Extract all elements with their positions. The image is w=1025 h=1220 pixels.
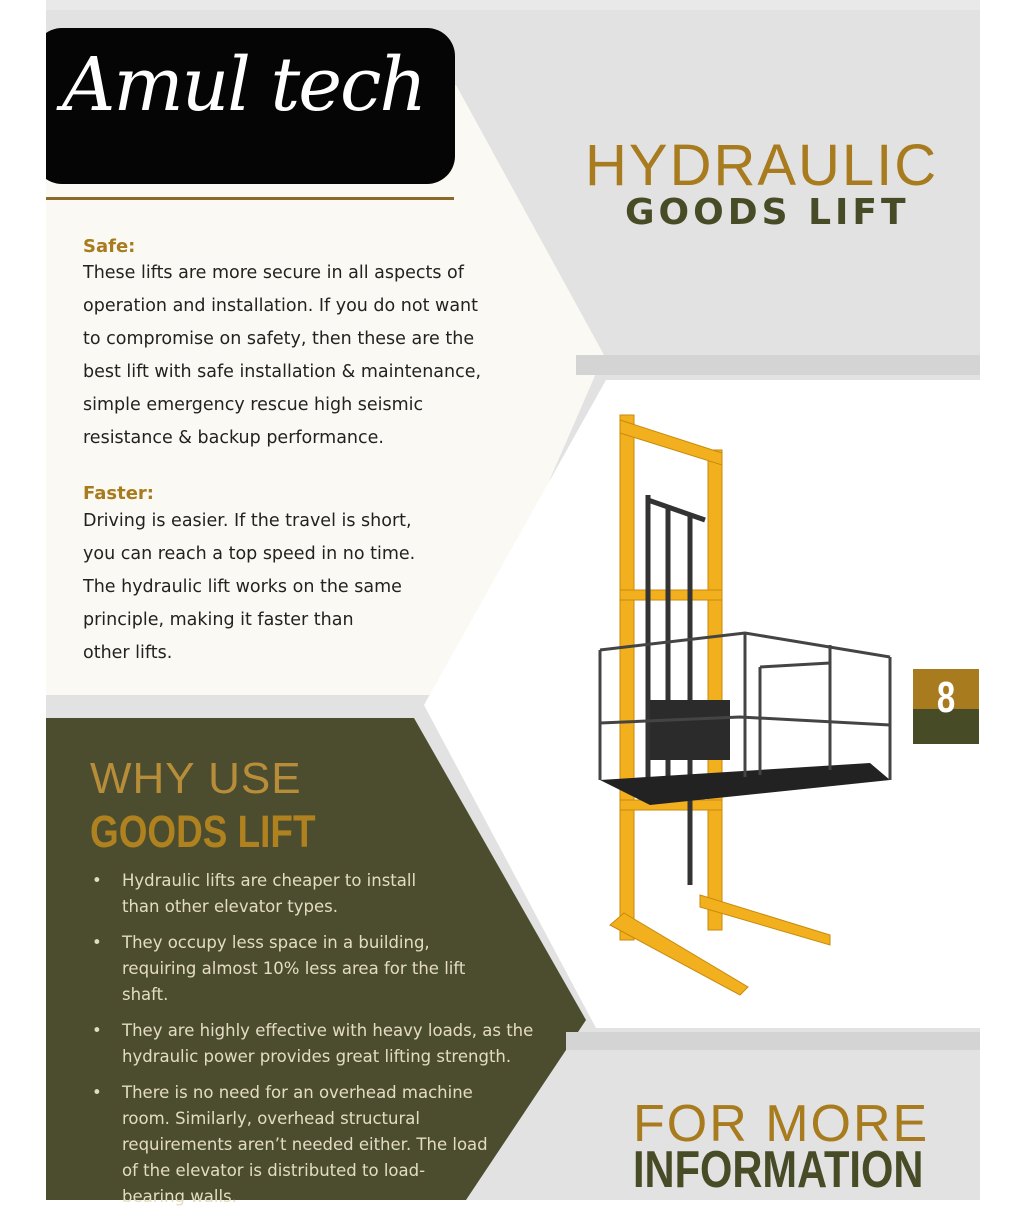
body-line: principle, making it faster than xyxy=(83,610,354,630)
body-line: you can reach a top speed in no time. xyxy=(83,544,416,564)
body-line: The hydraulic lift works on the same xyxy=(83,577,402,597)
why-title-line2: GOODS LIFT xyxy=(90,806,316,857)
bullet-dot-icon: • xyxy=(92,933,102,952)
logo-badge xyxy=(46,28,455,184)
logo-text: Amul tech xyxy=(62,42,426,128)
section-body-faster xyxy=(83,505,415,670)
list-item: • Hydraulic lifts are cheaper to install than other elevator types. xyxy=(92,868,533,920)
bullet-dot-icon: • xyxy=(92,871,102,890)
body-line: operation and installation. If you do not want xyxy=(83,296,479,316)
lift-mast-right xyxy=(708,450,722,930)
page-number: 8 xyxy=(936,673,956,722)
body-line: Driving is easier. If the travel is short, xyxy=(83,511,412,531)
divider-strip xyxy=(576,355,980,375)
list-item: • There is no need for an overhead machine room. Similarly, overhead structural requirements aren’t needed either. The load of the elevator is distributed to load- bearing walls. xyxy=(92,1080,533,1210)
bullet-dot-icon: • xyxy=(92,1083,102,1102)
cta-information: INFORMATION xyxy=(633,1141,924,1199)
section-heading-safe: Safe: xyxy=(83,236,136,257)
title-hydraulic: HYDRAULIC xyxy=(585,133,939,198)
lift-top-brace xyxy=(620,420,722,465)
body-line: simple emergency rescue high seismic xyxy=(83,395,424,415)
body-line: best lift with safe installation & maintenance, xyxy=(83,362,482,382)
lift-base-foot xyxy=(610,913,748,995)
gold-divider xyxy=(46,197,454,200)
lift-illustration xyxy=(590,405,900,1000)
lift-guide-rail xyxy=(648,500,705,520)
page-number-badge xyxy=(913,669,979,744)
title-goods-lift: GOODS LIFT xyxy=(625,192,910,233)
top-strip xyxy=(46,0,980,10)
section-heading-faster: Faster: xyxy=(83,483,154,504)
lift-carriage xyxy=(650,700,730,760)
why-bullet-list xyxy=(92,868,533,1220)
body-line: These lifts are more secure in all aspects of xyxy=(83,263,464,283)
lift-mast-left xyxy=(620,415,634,940)
body-line: resistance & backup performance. xyxy=(83,428,384,448)
divider-strip xyxy=(566,1032,980,1050)
list-item: • They are highly effective with heavy loads, as the hydraulic power provides great lifting strength. xyxy=(92,1018,533,1070)
lift-railing xyxy=(760,663,830,667)
section-body-safe xyxy=(83,257,481,455)
why-title-line1: WHY USE xyxy=(90,754,302,803)
list-item: • They occupy less space in a building, requiring almost 10% less area for the lift shaft. xyxy=(92,930,533,1008)
body-line: to compromise on safety, then these are the xyxy=(83,329,475,349)
lift-cross-beam xyxy=(620,590,722,600)
cta-for-more: FOR MORE xyxy=(633,1095,930,1153)
body-line: other lifts. xyxy=(83,643,173,663)
bullet-dot-icon: • xyxy=(92,1021,102,1040)
